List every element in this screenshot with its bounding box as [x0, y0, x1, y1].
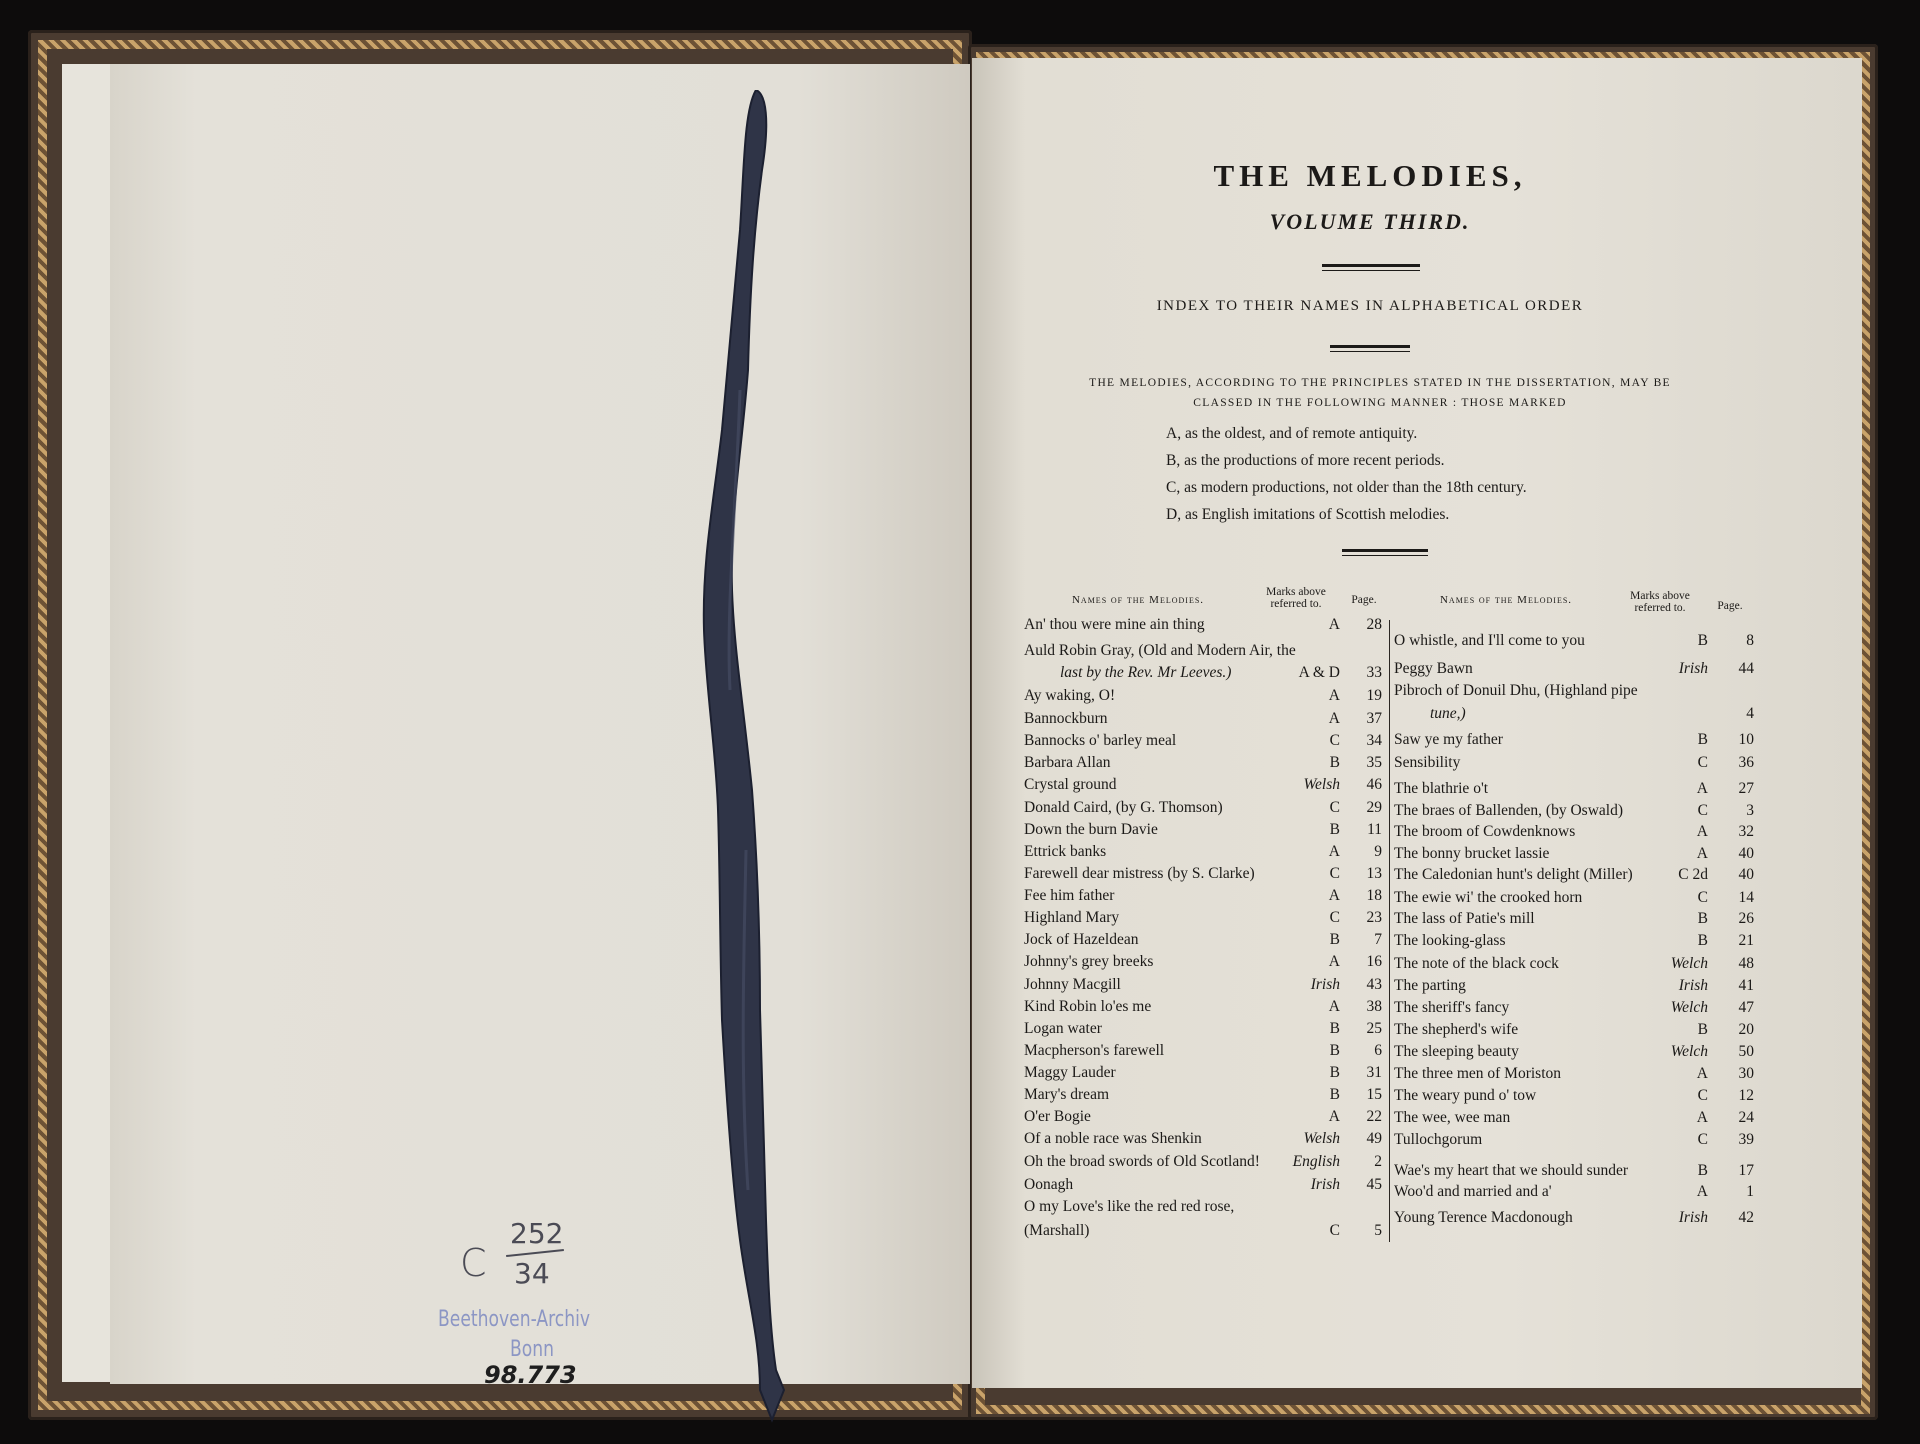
right-index-column — [1394, 624, 1754, 1244]
melody-name: Tullochgorum — [1394, 1131, 1483, 1148]
classification-list — [1166, 420, 1726, 528]
melody-name: The sheriff's fancy — [1394, 999, 1510, 1016]
index-entry — [1024, 1107, 1382, 1127]
index-entry — [1394, 844, 1754, 864]
title-rule-thin — [1322, 270, 1420, 271]
melody-name: The wee, wee man — [1394, 1109, 1511, 1126]
index-entry — [1024, 997, 1382, 1017]
melody-name: Maggy Lauder — [1024, 1064, 1116, 1081]
index-entry — [1024, 1085, 1382, 1105]
melody-name: Down the burn Davie — [1024, 821, 1158, 838]
index-entry — [1394, 888, 1754, 908]
index-entry — [1024, 1175, 1382, 1195]
melody-mark: A — [1328, 953, 1340, 970]
melody-mark: B — [1329, 1020, 1340, 1037]
melody-mark: C — [1697, 889, 1708, 906]
index-entry — [1024, 775, 1382, 795]
melody-name: Kind Robin lo'es me — [1024, 998, 1152, 1015]
melody-mark: A — [1696, 1109, 1708, 1126]
melody-name: The braes of Ballenden, (by Oswald) — [1394, 802, 1623, 819]
index-entry — [1394, 1042, 1754, 1062]
melody-name: The sleeping beauty — [1394, 1043, 1519, 1060]
melody-mark: B — [1329, 1086, 1340, 1103]
index-entry — [1024, 753, 1382, 773]
melody-page: 25 — [1366, 1020, 1382, 1037]
melody-page: 13 — [1366, 865, 1382, 882]
index-entry — [1024, 1019, 1382, 1039]
melody-page: 23 — [1366, 909, 1382, 926]
melody-page: 4 — [1746, 705, 1754, 722]
archive-stamp-name: Beethoven-Archiv — [438, 1307, 591, 1332]
melody-name: The three men of Moriston — [1394, 1065, 1562, 1082]
index-entry — [1024, 908, 1382, 928]
melody-mark: C — [1697, 802, 1708, 819]
melody-mark: A — [1328, 710, 1340, 727]
melody-mark: English — [1292, 1153, 1340, 1170]
melody-name: Crystal ground — [1024, 776, 1117, 793]
melody-page: 46 — [1366, 776, 1382, 793]
index-entry — [1394, 954, 1754, 974]
melody-page: 8 — [1746, 632, 1754, 649]
melody-name: The weary pund o' tow — [1394, 1087, 1537, 1104]
archive-stamp-city: Bonn — [510, 1337, 555, 1362]
melody-mark: Welsh — [1303, 776, 1340, 793]
page-title: THE MELODIES, — [1213, 158, 1527, 193]
melody-page: 40 — [1738, 866, 1754, 883]
melody-page: 17 — [1738, 1162, 1754, 1179]
melody-name: Fee him father — [1024, 887, 1115, 904]
melody-name: The looking-glass — [1394, 932, 1506, 949]
melody-name: Bannocks o' barley meal — [1024, 732, 1177, 749]
melody-mark: B — [1329, 1042, 1340, 1059]
call-number-divider — [506, 1249, 564, 1257]
index-entry — [1394, 801, 1754, 821]
table-rule-thin — [1342, 555, 1428, 556]
index-entry — [1024, 886, 1382, 906]
title-rule — [1322, 264, 1420, 267]
index-entry — [1394, 998, 1754, 1018]
heading-rule — [1330, 345, 1410, 348]
index-entry — [1394, 976, 1754, 996]
melody-name: Johnny's grey breeks — [1024, 953, 1154, 970]
melody-page: 41 — [1738, 977, 1754, 994]
melody-name: Oh the broad swords of Old Scotland! — [1024, 1153, 1260, 1170]
index-entry — [1394, 704, 1754, 724]
melody-mark: A — [1696, 1183, 1708, 1200]
melody-page: 30 — [1738, 1065, 1754, 1082]
index-entry — [1394, 1208, 1754, 1228]
melody-name: The blathrie o't — [1394, 780, 1489, 797]
melody-name: The ewie wi' the crooked horn — [1394, 889, 1583, 906]
melody-page: 10 — [1738, 731, 1754, 748]
right-page-header: Page. — [1717, 600, 1743, 612]
melody-mark: A — [1696, 845, 1708, 862]
melody-name: Bannockburn — [1024, 710, 1108, 727]
melody-name: Logan water — [1024, 1020, 1102, 1037]
melody-mark: B — [1697, 632, 1708, 649]
melody-mark: B — [1329, 931, 1340, 948]
melody-mark: B — [1697, 932, 1708, 949]
melody-name: Sensibility — [1394, 754, 1461, 771]
melody-mark: C — [1329, 799, 1340, 816]
left-page-header: Page. — [1351, 594, 1377, 606]
melody-page: 9 — [1374, 843, 1382, 860]
melody-mark: Irish — [1310, 1176, 1340, 1193]
melody-page: 5 — [1374, 1222, 1382, 1239]
index-entry — [1394, 631, 1754, 651]
index-entry — [1394, 1130, 1754, 1150]
right-marks-header — [1614, 590, 1706, 614]
marks-header-line2: referred to. — [1270, 598, 1322, 610]
left-names-header: Names of the Melodies. — [1071, 594, 1205, 606]
index-entry — [1394, 1064, 1754, 1084]
index-entry — [1024, 731, 1382, 751]
melody-mark: A — [1328, 887, 1340, 904]
melody-mark: Irish — [1310, 976, 1340, 993]
index-entry — [1394, 822, 1754, 842]
melody-mark: Irish — [1678, 660, 1708, 677]
melody-mark: A — [1696, 823, 1708, 840]
melody-page: 11 — [1367, 821, 1382, 838]
melody-mark: Welsh — [1303, 1130, 1340, 1147]
melody-name: last by the Rev. Mr Leeves.) — [1060, 664, 1232, 681]
melody-page: 32 — [1738, 823, 1754, 840]
melody-name: Peggy Bawn — [1394, 660, 1473, 677]
index-entry — [1024, 1197, 1382, 1217]
library-stamp — [430, 1215, 650, 1395]
melody-page: 49 — [1366, 1130, 1382, 1147]
left-page — [110, 64, 970, 1384]
melody-mark: Irish — [1678, 1209, 1708, 1226]
class-b: B, as the productions of more recent periods. — [1166, 452, 1445, 469]
page-subtitle: VOLUME THIRD. — [1269, 209, 1471, 234]
marks-header-line1: Marks above — [1266, 586, 1326, 598]
melody-name: O'er Bogie — [1024, 1108, 1091, 1125]
index-entry — [1394, 779, 1754, 799]
call-number-letter: C — [460, 1241, 487, 1285]
right-names-header: Names of the Melodies. — [1439, 594, 1573, 606]
left-marks-header — [1250, 586, 1342, 610]
melody-page: 18 — [1366, 887, 1382, 904]
index-entry — [1024, 709, 1382, 729]
index-entry — [1394, 730, 1754, 750]
melody-page: 27 — [1738, 780, 1754, 797]
index-entry — [1394, 1161, 1754, 1181]
melody-mark: A — [1696, 1065, 1708, 1082]
left-index-column — [1024, 615, 1384, 1245]
melody-name: Pibroch of Donuil Dhu, (Highland pipe — [1394, 682, 1638, 699]
index-entry — [1394, 659, 1754, 679]
melody-mark: B — [1697, 910, 1708, 927]
intro-line-1: THE MELODIES, ACCORDING TO THE PRINCIPLES STATED IN THE DISSERTATION, MAY BE — [1089, 377, 1671, 389]
class-a: A, as the oldest, and of remote antiquity. — [1166, 425, 1418, 442]
melody-name: The lass of Patie's mill — [1394, 910, 1535, 927]
class-c: C, as modern productions, not older than the 18th century. — [1166, 479, 1527, 496]
classification-intro — [1040, 373, 1720, 413]
melody-page: 35 — [1366, 754, 1382, 771]
marks-header-line1: Marks above — [1630, 590, 1690, 602]
melody-name: tune,) — [1430, 705, 1466, 722]
melody-name: O whistle, and I'll come to you — [1394, 632, 1585, 649]
melody-page: 47 — [1738, 999, 1754, 1016]
table-rule — [1342, 549, 1428, 552]
accession-number: 98.773 — [484, 1361, 577, 1389]
index-entry — [1024, 842, 1382, 862]
melody-page: 19 — [1366, 687, 1382, 704]
index-entry — [1024, 930, 1382, 950]
melody-name: Young Terence Macdonough — [1394, 1209, 1573, 1226]
melody-name: The note of the black cock — [1394, 955, 1559, 972]
melody-mark: B — [1329, 821, 1340, 838]
melody-page: 48 — [1738, 955, 1754, 972]
melody-name: Woo'd and married and a' — [1394, 1183, 1552, 1200]
melody-page: 50 — [1738, 1043, 1754, 1060]
melody-name: Wae's my heart that we should sunder — [1394, 1162, 1628, 1179]
index-entry — [1024, 1152, 1382, 1172]
melody-mark: C — [1697, 754, 1708, 771]
melody-page: 29 — [1366, 799, 1382, 816]
melody-mark: Irish — [1678, 977, 1708, 994]
melody-name: An' thou were mine ain thing — [1024, 616, 1205, 633]
index-entry — [1024, 1221, 1382, 1241]
call-number-top: 252 — [510, 1217, 564, 1250]
melody-name: The broom of Cowdenknows — [1394, 823, 1576, 840]
melody-page: 44 — [1738, 660, 1754, 677]
bookmark-ribbon — [700, 90, 840, 1430]
melody-name: Jock of Hazeldean — [1024, 931, 1139, 948]
heading-rule-thin — [1330, 351, 1410, 352]
melody-mark: C — [1697, 1131, 1708, 1148]
melody-name: The shepherd's wife — [1394, 1021, 1519, 1038]
melody-page: 40 — [1738, 845, 1754, 862]
marks-header-line2: referred to. — [1634, 602, 1686, 614]
melody-mark: B — [1329, 1064, 1340, 1081]
index-entry — [1024, 1129, 1382, 1149]
melody-page: 45 — [1366, 1176, 1382, 1193]
melody-page: 20 — [1738, 1021, 1754, 1038]
melody-name: Johnny Macgill — [1024, 976, 1121, 993]
index-entry — [1394, 931, 1754, 951]
intro-line-2: CLASSED IN THE FOLLOWING MANNER : THOSE MARKED — [1193, 397, 1567, 409]
index-entry — [1024, 820, 1382, 840]
melody-name: Ettrick banks — [1024, 843, 1107, 860]
melody-page: 39 — [1738, 1131, 1754, 1148]
melody-name: Saw ye my father — [1394, 731, 1503, 748]
index-entry — [1394, 1086, 1754, 1106]
melody-page: 3 — [1746, 802, 1754, 819]
index-entry — [1394, 909, 1754, 929]
melody-mark: A — [1328, 1108, 1340, 1125]
melody-mark: C — [1329, 1222, 1340, 1239]
melody-name: The Caledonian hunt's delight (Miller) — [1394, 866, 1633, 883]
endpaper-strip — [62, 64, 112, 1382]
index-entry — [1024, 663, 1382, 683]
index-entry — [1024, 864, 1382, 884]
index-entry — [1394, 753, 1754, 773]
melody-name: The bonny brucket lassie — [1394, 845, 1550, 862]
melody-page: 43 — [1366, 976, 1382, 993]
melody-mark: C — [1329, 732, 1340, 749]
index-entry — [1024, 1063, 1382, 1083]
class-d: D, as English imitations of Scottish melodies. — [1166, 506, 1450, 523]
melody-page: 12 — [1738, 1087, 1754, 1104]
melody-page: 1 — [1746, 1183, 1754, 1200]
melody-page: 6 — [1374, 1042, 1382, 1059]
melody-page: 38 — [1366, 998, 1382, 1015]
melody-page: 15 — [1366, 1086, 1382, 1103]
melody-page: 42 — [1738, 1209, 1754, 1226]
melody-mark: A — [1328, 843, 1340, 860]
melody-mark: C — [1697, 1087, 1708, 1104]
index-entry — [1394, 1020, 1754, 1040]
index-entry — [1394, 865, 1754, 885]
melody-name: Ay waking, O! — [1024, 687, 1116, 704]
melody-name: Of a noble race was Shenkin — [1024, 1130, 1202, 1147]
melody-name: Farewell dear mistress (by S. Clarke) — [1024, 865, 1255, 882]
melody-mark: A — [1328, 616, 1340, 633]
melody-page: 2 — [1374, 1153, 1382, 1170]
melody-mark: Welch — [1670, 999, 1708, 1016]
melody-page: 26 — [1738, 910, 1754, 927]
melody-mark: B — [1329, 754, 1340, 771]
melody-page: 36 — [1738, 754, 1754, 771]
call-number-bottom: 34 — [514, 1257, 550, 1290]
index-entry — [1024, 952, 1382, 972]
melody-name: Highland Mary — [1024, 909, 1120, 926]
melody-name: (Marshall) — [1024, 1222, 1090, 1239]
melody-name: Auld Robin Gray, (Old and Modern Air, the — [1024, 642, 1296, 659]
index-entry — [1394, 1108, 1754, 1128]
melody-mark: C 2d — [1678, 866, 1708, 883]
melody-name: Macpherson's farewell — [1024, 1042, 1165, 1059]
melody-page: 22 — [1366, 1108, 1382, 1125]
melody-page: 14 — [1738, 889, 1754, 906]
melody-name: Mary's dream — [1024, 1086, 1110, 1103]
melody-mark: B — [1697, 1021, 1708, 1038]
melody-name: The parting — [1394, 977, 1466, 994]
melody-mark: A — [1328, 687, 1340, 704]
index-entry — [1024, 1041, 1382, 1061]
index-entry — [1394, 681, 1754, 701]
melody-name: O my Love's like the red red rose, — [1024, 1198, 1235, 1215]
melody-page: 31 — [1366, 1064, 1382, 1081]
melody-mark: Welch — [1670, 1043, 1708, 1060]
melody-name: Oonagh — [1024, 1176, 1074, 1193]
melody-mark: A — [1696, 780, 1708, 797]
melody-mark: Welch — [1670, 955, 1708, 972]
melody-name: Donald Caird, (by G. Thomson) — [1024, 799, 1223, 816]
index-heading: INDEX TO THEIR NAMES IN ALPHABETICAL ORDER — [1156, 298, 1584, 314]
melody-page: 24 — [1738, 1109, 1754, 1126]
melody-page: 28 — [1366, 616, 1382, 633]
melody-mark: C — [1329, 909, 1340, 926]
index-entry — [1394, 1182, 1754, 1202]
melody-page: 7 — [1374, 931, 1382, 948]
melody-mark: C — [1329, 865, 1340, 882]
melody-page: 37 — [1366, 710, 1382, 727]
melody-page: 16 — [1366, 953, 1382, 970]
index-entry — [1024, 798, 1382, 818]
melody-name: Barbara Allan — [1024, 754, 1111, 771]
melody-page: 34 — [1366, 732, 1382, 749]
melody-page: 33 — [1366, 664, 1382, 681]
column-divider — [1389, 620, 1390, 1242]
melody-mark: A & D — [1298, 664, 1340, 681]
melody-mark: B — [1697, 1162, 1708, 1179]
melody-page: 21 — [1738, 932, 1754, 949]
index-entry — [1024, 975, 1382, 995]
index-entry — [1024, 615, 1382, 635]
melody-mark: B — [1697, 731, 1708, 748]
melody-mark: A — [1328, 998, 1340, 1015]
index-entry — [1024, 641, 1382, 661]
index-entry — [1024, 686, 1382, 706]
